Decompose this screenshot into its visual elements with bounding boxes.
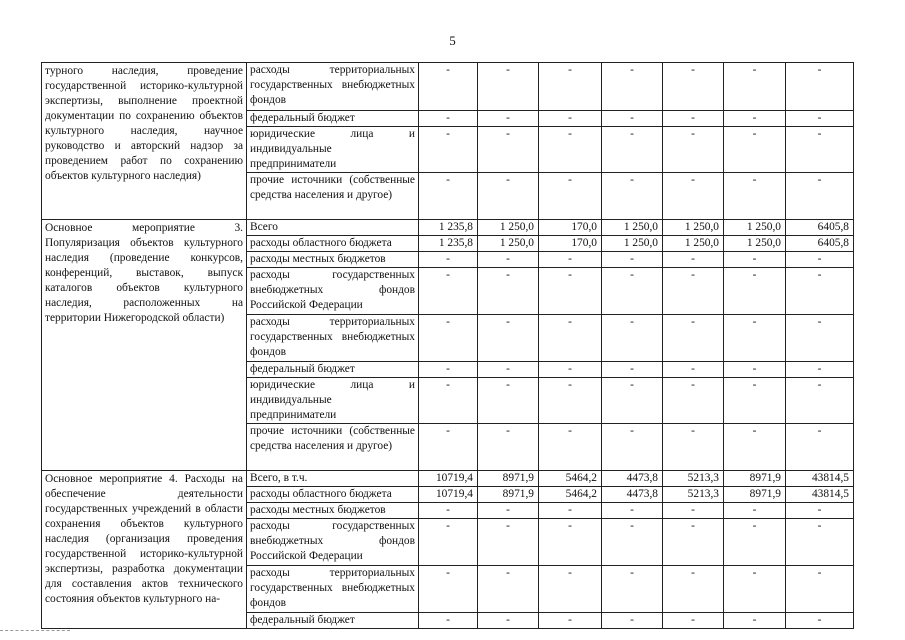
value-cell: - [419,111,478,127]
value-cell: - [419,613,478,629]
value-cell: - [419,315,478,362]
value-cell: - [786,566,854,613]
value-cell: - [786,63,854,111]
value-cell: - [724,111,786,127]
value-cell: - [724,173,786,220]
value-cell: - [478,378,539,424]
value-cell: 4473,8 [602,471,663,487]
value-cell: - [724,315,786,362]
value-cell: - [786,378,854,424]
value-cell: 170,0 [539,220,602,236]
funding-source: юридические лица и индивидуальные предприниматели [247,127,419,173]
value-cell: - [478,362,539,378]
value-cell: - [602,173,663,220]
value-cell: 1 250,0 [478,220,539,236]
value-cell: - [724,519,786,566]
value-cell: - [786,362,854,378]
value-cell: 8971,9 [478,471,539,487]
value-cell: - [539,519,602,566]
value-cell: - [602,613,663,629]
value-cell: - [602,127,663,173]
value-cell: - [539,566,602,613]
value-cell: - [663,503,724,519]
funding-source: федеральный бюджет [247,613,419,629]
value-cell: 6405,8 [786,236,854,252]
value-cell: 1 250,0 [724,236,786,252]
value-cell: - [724,268,786,315]
value-cell: - [786,613,854,629]
funding-source: расходы территориальных государственных внебюджетных фондов [247,315,419,362]
value-cell: - [724,566,786,613]
value-cell: 43814,5 [786,471,854,487]
value-cell: - [602,424,663,471]
value-cell: 10719,4 [419,487,478,503]
funding-source: расходы территориальных государственных внебюджетных фондов [247,63,419,111]
value-cell: - [663,519,724,566]
value-cell: - [724,378,786,424]
funding-source: расходы местных бюджетов [247,503,419,519]
value-cell: 5464,2 [539,487,602,503]
value-cell: - [663,613,724,629]
value-cell: - [478,315,539,362]
value-cell: 1 250,0 [724,220,786,236]
table-row [42,471,854,487]
value-cell: - [663,173,724,220]
value-cell: - [539,63,602,111]
table-row [42,63,854,111]
value-cell: - [419,127,478,173]
value-cell: - [478,127,539,173]
value-cell: - [724,424,786,471]
value-cell: - [419,424,478,471]
funding-source: прочие источники (собственные средства населения и другое) [247,424,419,471]
value-cell: - [786,519,854,566]
value-cell: - [663,268,724,315]
value-cell: 6405,8 [786,220,854,236]
value-cell: 1 250,0 [663,236,724,252]
funding-source: прочие источники (собственные средства населения и другое) [247,173,419,220]
value-cell: - [786,252,854,268]
value-cell: - [539,111,602,127]
value-cell: - [419,173,478,220]
page-number: 5 [449,33,456,48]
activity-description: турного наследия, проведение государственной историко-культурной экспертизы, выполнение проектной документации по сохранению объектов культурного наследия, научное руководство и авторский надзор за проведением работ по сохранению объектов культурного наследия) [42,63,247,220]
value-cell: - [602,63,663,111]
value-cell: - [602,378,663,424]
value-cell: - [786,315,854,362]
value-cell: - [478,268,539,315]
funding-source: федеральный бюджет [247,111,419,127]
value-cell: - [539,268,602,315]
value-cell: - [419,362,478,378]
value-cell: - [724,362,786,378]
value-cell: - [539,503,602,519]
value-cell: - [663,111,724,127]
value-cell: - [602,315,663,362]
value-cell: - [539,362,602,378]
value-cell: 8971,9 [478,487,539,503]
activity-description: Основное мероприятие 3. Популяризация объектов культурного наследия (проведение конкурсов, конференций, выставок, выпуск каталогов объектов культурного наследия, расположенных на территории Нижегородской области) [42,220,247,471]
value-cell: - [602,519,663,566]
value-cell: 1 250,0 [478,236,539,252]
value-cell: - [602,268,663,315]
value-cell: - [724,252,786,268]
value-cell: 1 250,0 [663,220,724,236]
value-cell: 8971,9 [724,471,786,487]
funding-source: расходы территориальных государственных внебюджетных фондов [247,566,419,613]
funding-source: федеральный бюджет [247,362,419,378]
value-cell: - [724,503,786,519]
value-cell: - [478,173,539,220]
value-cell: - [539,613,602,629]
value-cell: - [419,519,478,566]
funding-source: расходы государственных внебюджетных фондов Российской Федерации [247,519,419,566]
value-cell: - [663,362,724,378]
value-cell: - [419,378,478,424]
table-row [42,220,854,236]
value-cell: - [663,378,724,424]
value-cell: 43814,5 [786,487,854,503]
value-cell: 4473,8 [602,487,663,503]
value-cell: - [663,63,724,111]
value-cell: - [786,173,854,220]
scan-edge-mark [0,630,70,633]
value-cell: - [419,63,478,111]
value-cell: 1 250,0 [602,236,663,252]
funding-source: расходы местных бюджетов [247,252,419,268]
value-cell: - [478,63,539,111]
funding-table [41,62,854,629]
value-cell: - [478,111,539,127]
value-cell: - [419,566,478,613]
value-cell: - [539,252,602,268]
value-cell: - [602,111,663,127]
value-cell: - [539,127,602,173]
value-cell: - [663,424,724,471]
value-cell: - [724,613,786,629]
value-cell: - [786,268,854,315]
funding-source: расходы областного бюджета [247,487,419,503]
value-cell: - [663,252,724,268]
value-cell: 1 235,8 [419,220,478,236]
value-cell: - [786,503,854,519]
value-cell: - [602,252,663,268]
value-cell: - [539,424,602,471]
value-cell: 5464,2 [539,471,602,487]
value-cell: - [663,566,724,613]
value-cell: 5213,3 [663,471,724,487]
value-cell: - [663,127,724,173]
value-cell: - [419,503,478,519]
value-cell: - [539,315,602,362]
value-cell: - [786,424,854,471]
funding-source: расходы государственных внебюджетных фондов Российской Федерации [247,268,419,315]
value-cell: - [724,127,786,173]
value-cell: 10719,4 [419,471,478,487]
value-cell: - [602,362,663,378]
value-cell: - [478,252,539,268]
value-cell: 8971,9 [724,487,786,503]
value-cell: - [478,424,539,471]
funding-source: юридические лица и индивидуальные предприниматели [247,378,419,424]
value-cell: - [539,378,602,424]
value-cell: - [724,63,786,111]
value-cell: - [663,315,724,362]
value-cell: - [478,566,539,613]
value-cell: - [478,503,539,519]
value-cell: - [478,519,539,566]
funding-source: Всего [247,220,419,236]
value-cell: - [419,252,478,268]
value-cell: 1 250,0 [602,220,663,236]
value-cell: 170,0 [539,236,602,252]
value-cell: - [478,613,539,629]
funding-source: расходы областного бюджета [247,236,419,252]
value-cell: - [602,503,663,519]
value-cell: - [419,268,478,315]
value-cell: - [786,127,854,173]
funding-source: Всего, в т.ч. [247,471,419,487]
activity-description: Основное мероприятие 4. Расходы на обеспечение деятельности государственных учреждений в области сохранения объектов культурного наследия (организация проведения государственной историко-культурной экспертизы, разработка документации для составления актов технического состояния объектов культурного на- [42,471,247,629]
value-cell: - [539,173,602,220]
value-cell: 5213,3 [663,487,724,503]
value-cell: 1 235,8 [419,236,478,252]
value-cell: - [786,111,854,127]
value-cell: - [602,566,663,613]
